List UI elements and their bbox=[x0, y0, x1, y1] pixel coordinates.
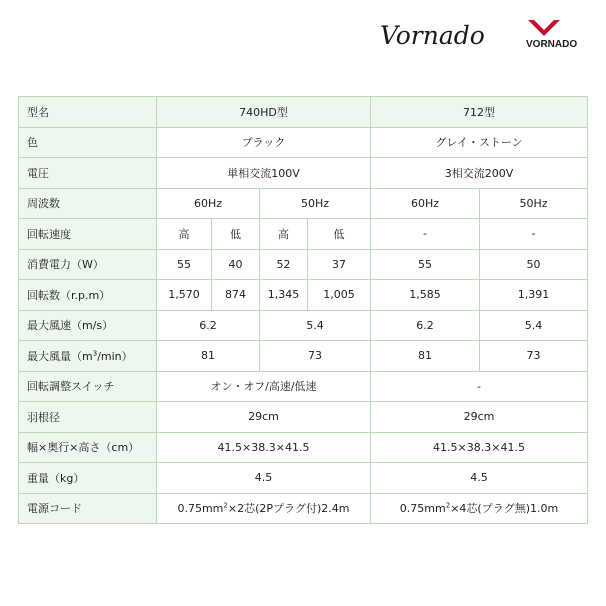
row-label: 羽根径 bbox=[19, 402, 157, 433]
cell: 低 bbox=[212, 219, 260, 250]
cell: 4.5 bbox=[371, 463, 588, 494]
vornado-script-logo: Vornado bbox=[380, 21, 485, 50]
table-row-speed bbox=[19, 219, 588, 250]
cell: 55 bbox=[371, 249, 480, 280]
cell: 1,570 bbox=[157, 280, 212, 311]
table-row-color bbox=[19, 127, 588, 158]
row-label: 回転数（r.p.m） bbox=[19, 280, 157, 311]
model-740hd: 740HD型 bbox=[157, 97, 371, 128]
table-row-power bbox=[19, 249, 588, 280]
cell-text: 0.75mm bbox=[177, 502, 224, 516]
cell: 単相交流100V bbox=[157, 158, 371, 189]
cell: 52 bbox=[260, 249, 308, 280]
cell: 6.2 bbox=[371, 310, 480, 341]
table-row-rpm bbox=[19, 280, 588, 311]
cell: ブラック bbox=[157, 127, 371, 158]
cell: 1,391 bbox=[480, 280, 588, 311]
row-label: 電圧 bbox=[19, 158, 157, 189]
cell: 60Hz bbox=[371, 188, 480, 219]
cell: 29cm bbox=[157, 402, 371, 433]
vornado-logo bbox=[376, 14, 586, 54]
cell bbox=[371, 493, 588, 524]
cell: 1,585 bbox=[371, 280, 480, 311]
table-row-weight bbox=[19, 463, 588, 494]
cell bbox=[157, 493, 371, 524]
table-row-max-speed bbox=[19, 310, 588, 341]
table-row-cord bbox=[19, 493, 588, 524]
row-label: 消費電力（W） bbox=[19, 249, 157, 280]
cell: 1,345 bbox=[260, 280, 308, 311]
cell: 60Hz bbox=[157, 188, 260, 219]
table-row-model bbox=[19, 97, 588, 128]
superscript: 3 bbox=[92, 349, 98, 358]
cell: 81 bbox=[371, 341, 480, 372]
cell: 81 bbox=[157, 341, 260, 372]
cell: 1,005 bbox=[308, 280, 371, 311]
row-label: 重量（kg） bbox=[19, 463, 157, 494]
row-label: 幅×奥行×高さ（cm） bbox=[19, 432, 157, 463]
cell: 29cm bbox=[371, 402, 588, 433]
cell: 50Hz bbox=[480, 188, 588, 219]
row-label: 色 bbox=[19, 127, 157, 158]
cell-text: 0.75mm bbox=[399, 502, 446, 516]
row-label: 電源コード bbox=[19, 493, 157, 524]
cell: 4.5 bbox=[157, 463, 371, 494]
cell: 低 bbox=[308, 219, 371, 250]
table-row-frequency bbox=[19, 188, 588, 219]
cell: 高 bbox=[157, 219, 212, 250]
cell: - bbox=[480, 219, 588, 250]
cell: 5.4 bbox=[480, 310, 588, 341]
cell-text: ×2芯(2Pプラグ付)2.4m bbox=[227, 502, 350, 516]
cell: 50Hz bbox=[260, 188, 371, 219]
cell: オン・オフ/高速/低速 bbox=[157, 371, 371, 402]
cell: グレイ・ストーン bbox=[371, 127, 588, 158]
cell: 40 bbox=[212, 249, 260, 280]
vornado-wordmark: VORNADO bbox=[526, 39, 578, 50]
cell: 41.5×38.3×41.5 bbox=[157, 432, 371, 463]
row-label: 周波数 bbox=[19, 188, 157, 219]
cell: 874 bbox=[212, 280, 260, 311]
table-row-dimensions bbox=[19, 432, 588, 463]
cell: 37 bbox=[308, 249, 371, 280]
cell: - bbox=[371, 371, 588, 402]
vornado-v-mark-icon bbox=[528, 20, 560, 36]
table-row-max-flow bbox=[19, 341, 588, 372]
cell: 73 bbox=[260, 341, 371, 372]
superscript: 2 bbox=[445, 501, 451, 510]
label-text: /min） bbox=[97, 349, 133, 363]
superscript: 2 bbox=[223, 501, 228, 510]
table-row-voltage bbox=[19, 158, 588, 189]
model-712: 712型 bbox=[371, 97, 588, 128]
table-row-switch bbox=[19, 371, 588, 402]
row-label: 最大風速（m/s） bbox=[19, 310, 157, 341]
cell: - bbox=[371, 219, 480, 250]
row-label: 型名 bbox=[19, 97, 157, 128]
cell: 50 bbox=[480, 249, 588, 280]
cell-text: ×4芯(プラグ無)1.0m bbox=[450, 502, 559, 516]
spec-table bbox=[18, 96, 588, 524]
row-label: 回転速度 bbox=[19, 219, 157, 250]
cell: 6.2 bbox=[157, 310, 260, 341]
table-row-blade bbox=[19, 402, 588, 433]
cell: 高 bbox=[260, 219, 308, 250]
cell: 73 bbox=[480, 341, 588, 372]
cell: 3相交流200V bbox=[371, 158, 588, 189]
row-label bbox=[19, 341, 157, 372]
cell: 5.4 bbox=[260, 310, 371, 341]
label-text: 最大風量（m bbox=[27, 349, 93, 363]
cell: 41.5×38.3×41.5 bbox=[371, 432, 588, 463]
cell: 55 bbox=[157, 249, 212, 280]
row-label: 回転調整スイッチ bbox=[19, 371, 157, 402]
